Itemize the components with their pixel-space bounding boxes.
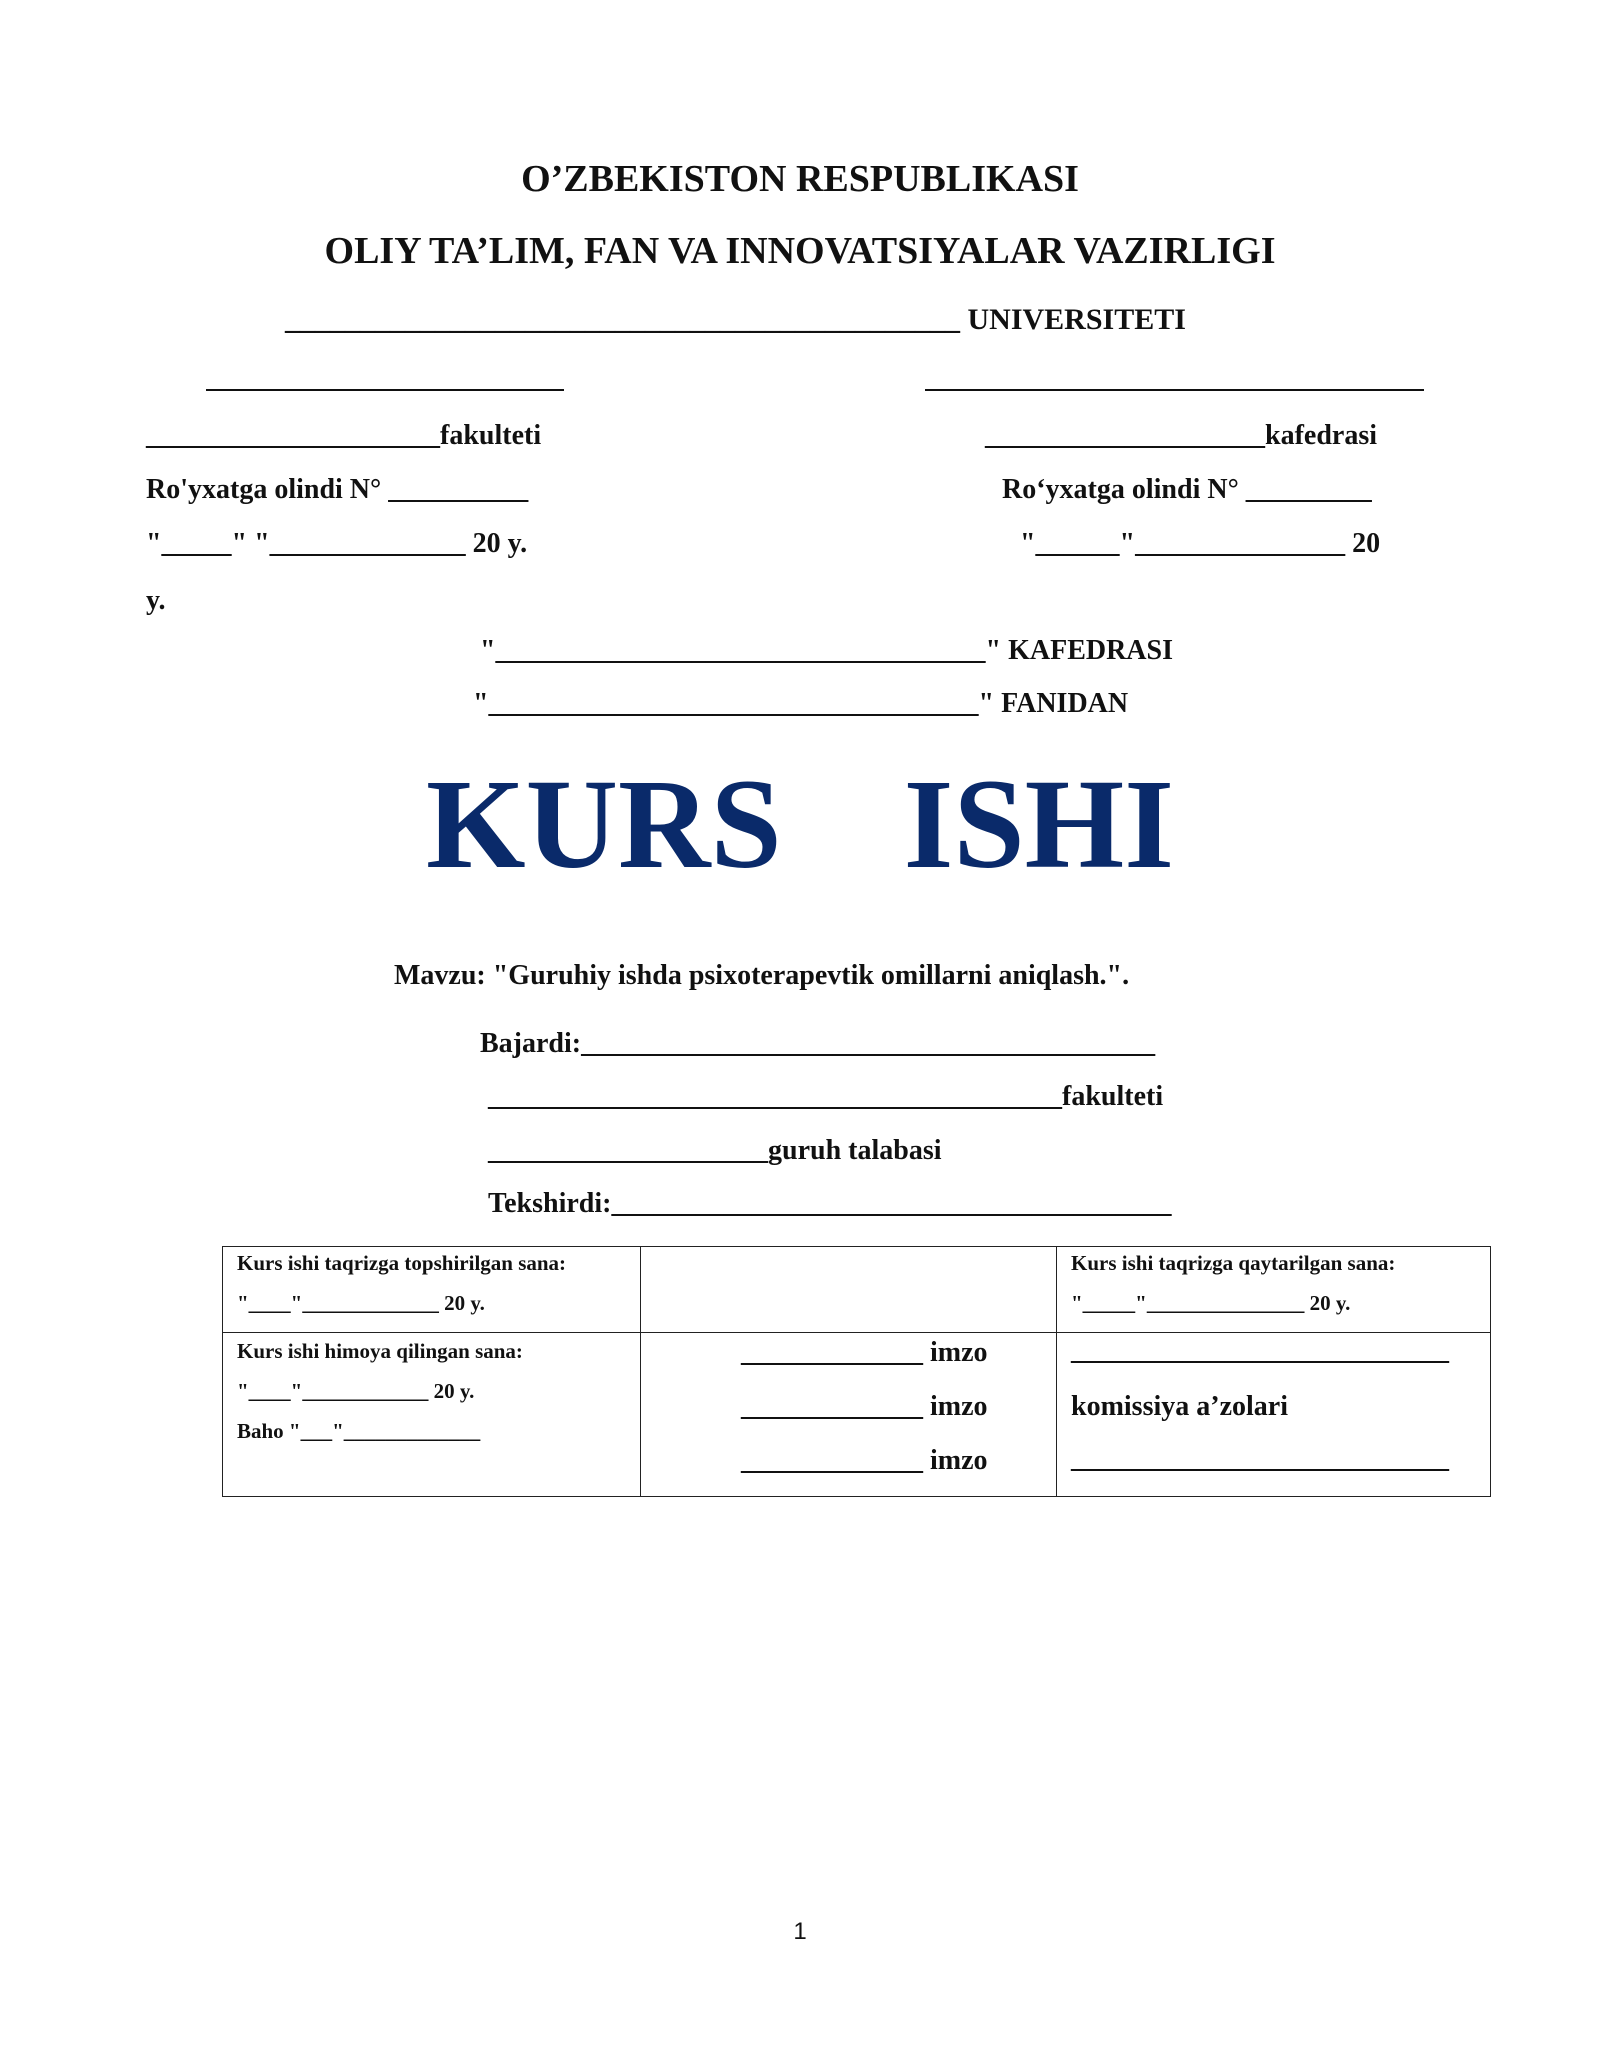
department-blank: ____________________	[985, 420, 1265, 451]
table-row	[223, 1333, 1491, 1497]
right-date-line: "______"_______________ 20	[1020, 528, 1381, 559]
commission-cell	[1057, 1333, 1491, 1497]
left-date-line: "_____" "______________ 20 y.	[146, 528, 528, 559]
subject-line: Mavzu: "Guruhiy ishda psixoterapevtik omillarni aniqlash.".	[394, 960, 1130, 991]
returned-date: "_____"_______________ 20 y.	[1071, 1291, 1351, 1315]
left-date-tail: y.	[146, 585, 166, 616]
returned-label: Kurs ishi taqrizga qaytarilgan sana:	[1071, 1251, 1396, 1275]
university-line	[285, 305, 1186, 335]
commission-label: komissiya a’zolari	[1071, 1391, 1288, 1422]
department-line	[985, 422, 1377, 450]
document-title: KURS ISHI	[426, 753, 1174, 895]
evaluation-table	[222, 1246, 1491, 1497]
commission-top-rule: ___________________________	[1071, 1335, 1449, 1366]
page-number: 1	[793, 1918, 807, 1945]
grade-line: Baho "___"_____________	[237, 1419, 481, 1443]
submitted-date: "____"_____________ 20 y.	[237, 1291, 485, 1315]
faculty-blank: _____________________	[146, 420, 440, 451]
submitted-label: Kurs ishi taqrizga topshirilgan sana:	[237, 1251, 567, 1275]
faculty-line	[146, 422, 541, 450]
department-label: kafedrasi	[1265, 420, 1377, 451]
submitted-cell	[223, 1247, 641, 1333]
commission-bottom-rule: ___________________________	[1071, 1443, 1449, 1474]
group-line: ____________________guruh talabasi	[488, 1135, 942, 1166]
left-signature-rule	[206, 389, 564, 391]
signature-line: _____________ imzo	[741, 1337, 988, 1368]
signature-line: _____________ imzo	[741, 1445, 988, 1476]
republic-heading: O’ZBEKISTON RESPUBLIKASI	[521, 158, 1079, 200]
performer-line: Bajardi:_________________________________________	[480, 1028, 1156, 1059]
signature-line: _____________ imzo	[741, 1391, 988, 1422]
defended-label: Kurs ishi himoya qilingan sana:	[237, 1339, 523, 1363]
table-row	[223, 1247, 1491, 1333]
university-blank: _____________________________________________	[285, 303, 960, 336]
kafedra-line: "___________________________________" KAFEDRASI	[480, 635, 1173, 666]
right-register-line: Ro‘yxatga olindi N° _________	[1002, 474, 1372, 505]
defended-cell	[223, 1333, 641, 1497]
right-signature-rule	[925, 389, 1424, 391]
fan-line: "___________________________________" FANIDAN	[473, 688, 1129, 719]
left-register-line: Ro'yxatga olindi N° __________	[146, 474, 529, 505]
ministry-heading: OLIY TA’LIM, FAN VA INNOVATSIYALAR VAZIRLIGI	[324, 230, 1276, 272]
returned-cell	[1057, 1247, 1491, 1333]
performer-faculty-line: _________________________________________fakulteti	[488, 1081, 1164, 1112]
empty-cell	[641, 1247, 1057, 1333]
faculty-label: fakulteti	[440, 420, 542, 451]
reviewer-line: Tekshirdi:________________________________________	[488, 1188, 1172, 1219]
university-label: UNIVERSITETI	[960, 303, 1186, 336]
defended-date: "____"____________ 20 y.	[237, 1379, 475, 1403]
signatures-cell	[641, 1333, 1057, 1497]
